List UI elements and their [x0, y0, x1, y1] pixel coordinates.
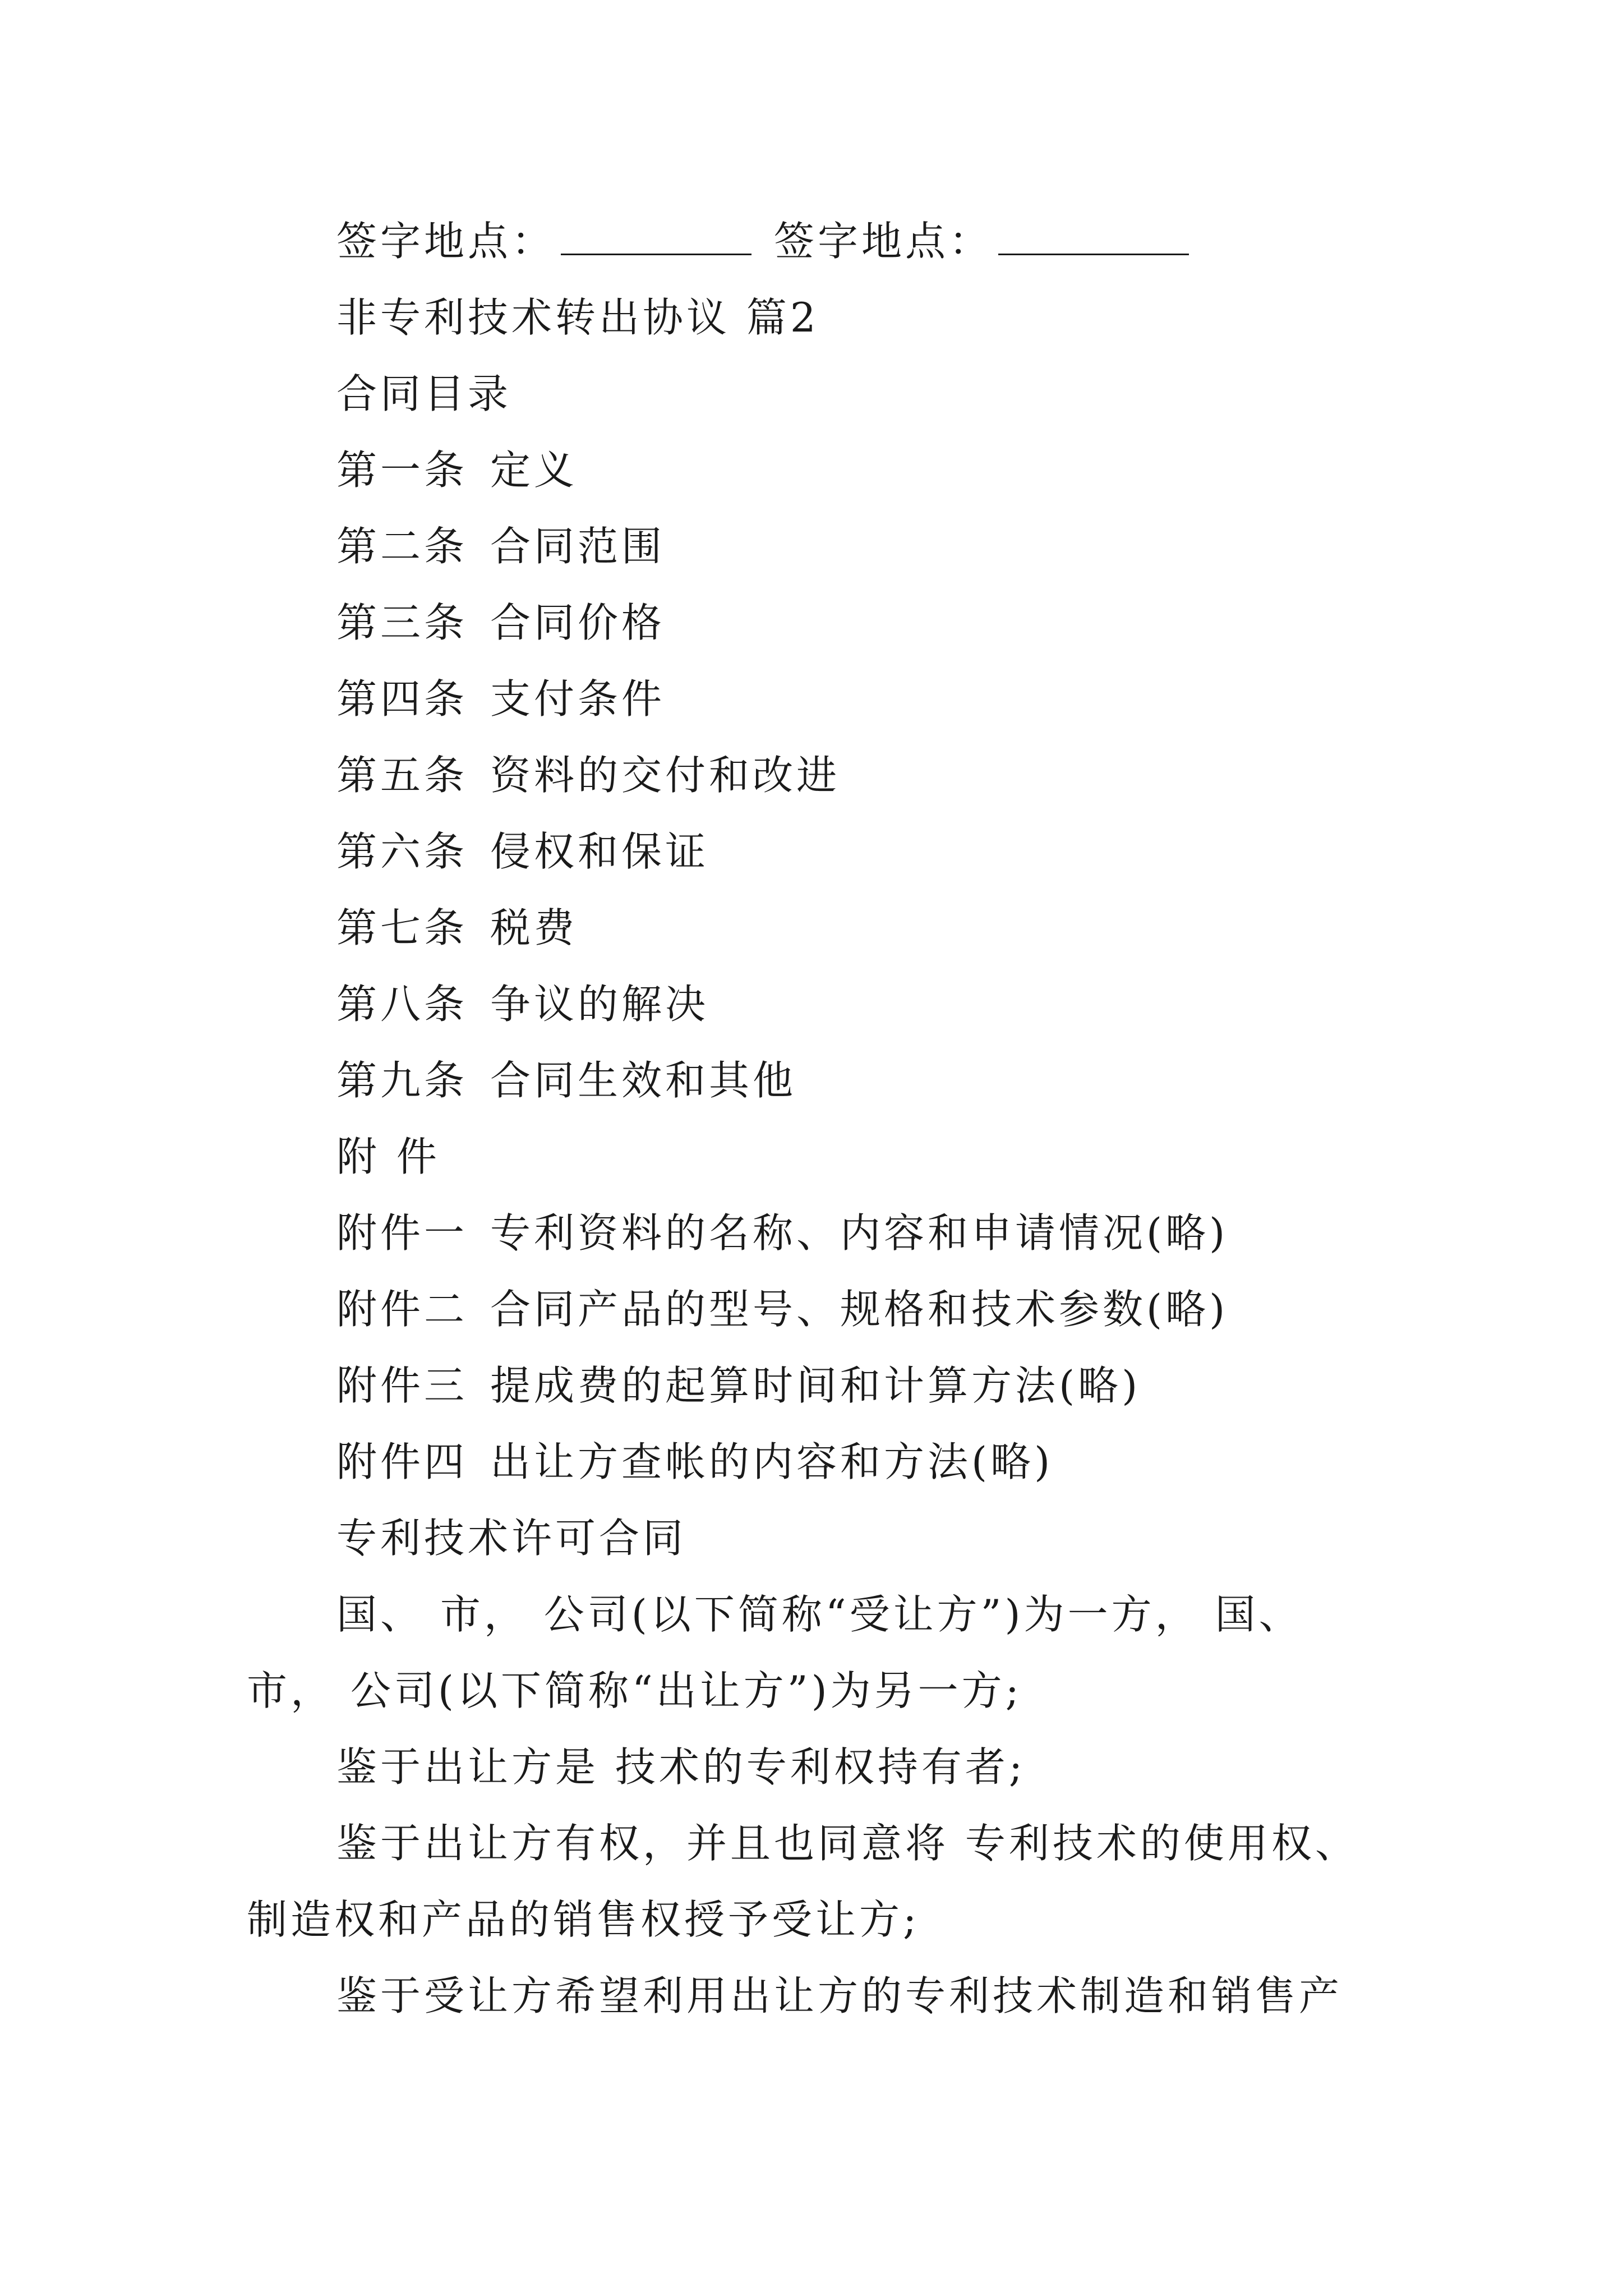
- toc-item-number: 第一条: [336, 447, 468, 494]
- paragraph-recital-3: 鉴于受让方希望利用出让方的专利技术制造和销售产: [336, 1972, 1343, 2019]
- toc-item: [336, 442, 578, 498]
- appendix-item-number: 附件三: [336, 1362, 468, 1409]
- signature-place-label-left: 签字地点：: [336, 218, 556, 265]
- toc-item: [336, 518, 665, 574]
- signature-place-blank-right[interactable]: [998, 220, 1189, 255]
- toc-item-text: 税费: [490, 904, 578, 951]
- signature-place-blank-left[interactable]: [561, 220, 751, 255]
- appendix-item-number: 附件四: [336, 1438, 468, 1485]
- appendix-item-text: 合同产品的型号、规格和技术参数(略): [490, 1286, 1229, 1333]
- toc-item: [336, 823, 709, 880]
- toc-item: [336, 1052, 796, 1108]
- toc-item-number: 第五条: [336, 752, 468, 799]
- paragraph-parties-line-1: 国、 市， 公司(以下简称“受让方”)为一方， 国、: [336, 1591, 1303, 1638]
- appendix-item: [336, 1434, 1053, 1490]
- signature-line: [336, 213, 1211, 269]
- appendix-item-text: 出让方查帐的内容和方法(略): [490, 1438, 1054, 1485]
- toc-item-text: 定义: [490, 447, 578, 494]
- appendix-item-text: 提成费的起算时间和计算方法(略): [490, 1362, 1141, 1409]
- paragraph-recital-2-line-2: 制造权和产品的销售权授予受让方;: [247, 1896, 920, 1943]
- toc-item-text: 合同价格: [490, 599, 666, 646]
- toc-item-text: 合同生效和其他: [490, 1057, 797, 1104]
- appendix-item: [336, 1281, 1228, 1337]
- appendix-item: [336, 1205, 1228, 1261]
- paragraph-recital-1: 鉴于出让方是 技术的专利权持有者;: [336, 1743, 1026, 1791]
- section-heading: 非专利技术转出协议 篇2: [336, 294, 819, 341]
- toc-item-text: 支付条件: [490, 675, 666, 723]
- toc-item: [336, 900, 578, 956]
- toc-item: [336, 976, 709, 1032]
- appendix-title: 附 件: [336, 1133, 440, 1180]
- toc-item-text: 侵权和保证: [490, 828, 709, 875]
- toc-item: [336, 747, 840, 803]
- toc-item-number: 第二条: [336, 523, 468, 570]
- appendix-item-text: 专利资料的名称、内容和申请情况(略): [490, 1209, 1229, 1257]
- toc-item-number: 第九条: [336, 1057, 468, 1104]
- appendix-item-number: 附件二: [336, 1286, 468, 1333]
- toc-item-text: 争议的解决: [490, 981, 709, 1028]
- toc-item-number: 第三条: [336, 599, 468, 646]
- toc-item-text: 合同范围: [490, 523, 666, 570]
- paragraph-parties-line-2: 市， 公司(以下简称“出让方”)为另一方;: [247, 1667, 1022, 1714]
- toc-item-number: 第八条: [336, 981, 468, 1028]
- toc-title: 合同目录: [336, 370, 512, 417]
- appendix-item: [336, 1358, 1141, 1414]
- contract-title: 专利技术许可合同: [336, 1515, 687, 1562]
- toc-item: [336, 671, 665, 727]
- paragraph-recital-2-line-1: 鉴于出让方有权，并且也同意将 专利技术的使用权、: [336, 1820, 1359, 1867]
- toc-item-number: 第四条: [336, 675, 468, 723]
- appendix-item-number: 附件一: [336, 1209, 468, 1257]
- toc-item: [336, 595, 665, 651]
- toc-item-number: 第七条: [336, 904, 468, 951]
- toc-item-text: 资料的交付和改进: [490, 752, 841, 799]
- toc-item-number: 第六条: [336, 828, 468, 875]
- signature-place-label-right: 签字地点：: [774, 218, 993, 265]
